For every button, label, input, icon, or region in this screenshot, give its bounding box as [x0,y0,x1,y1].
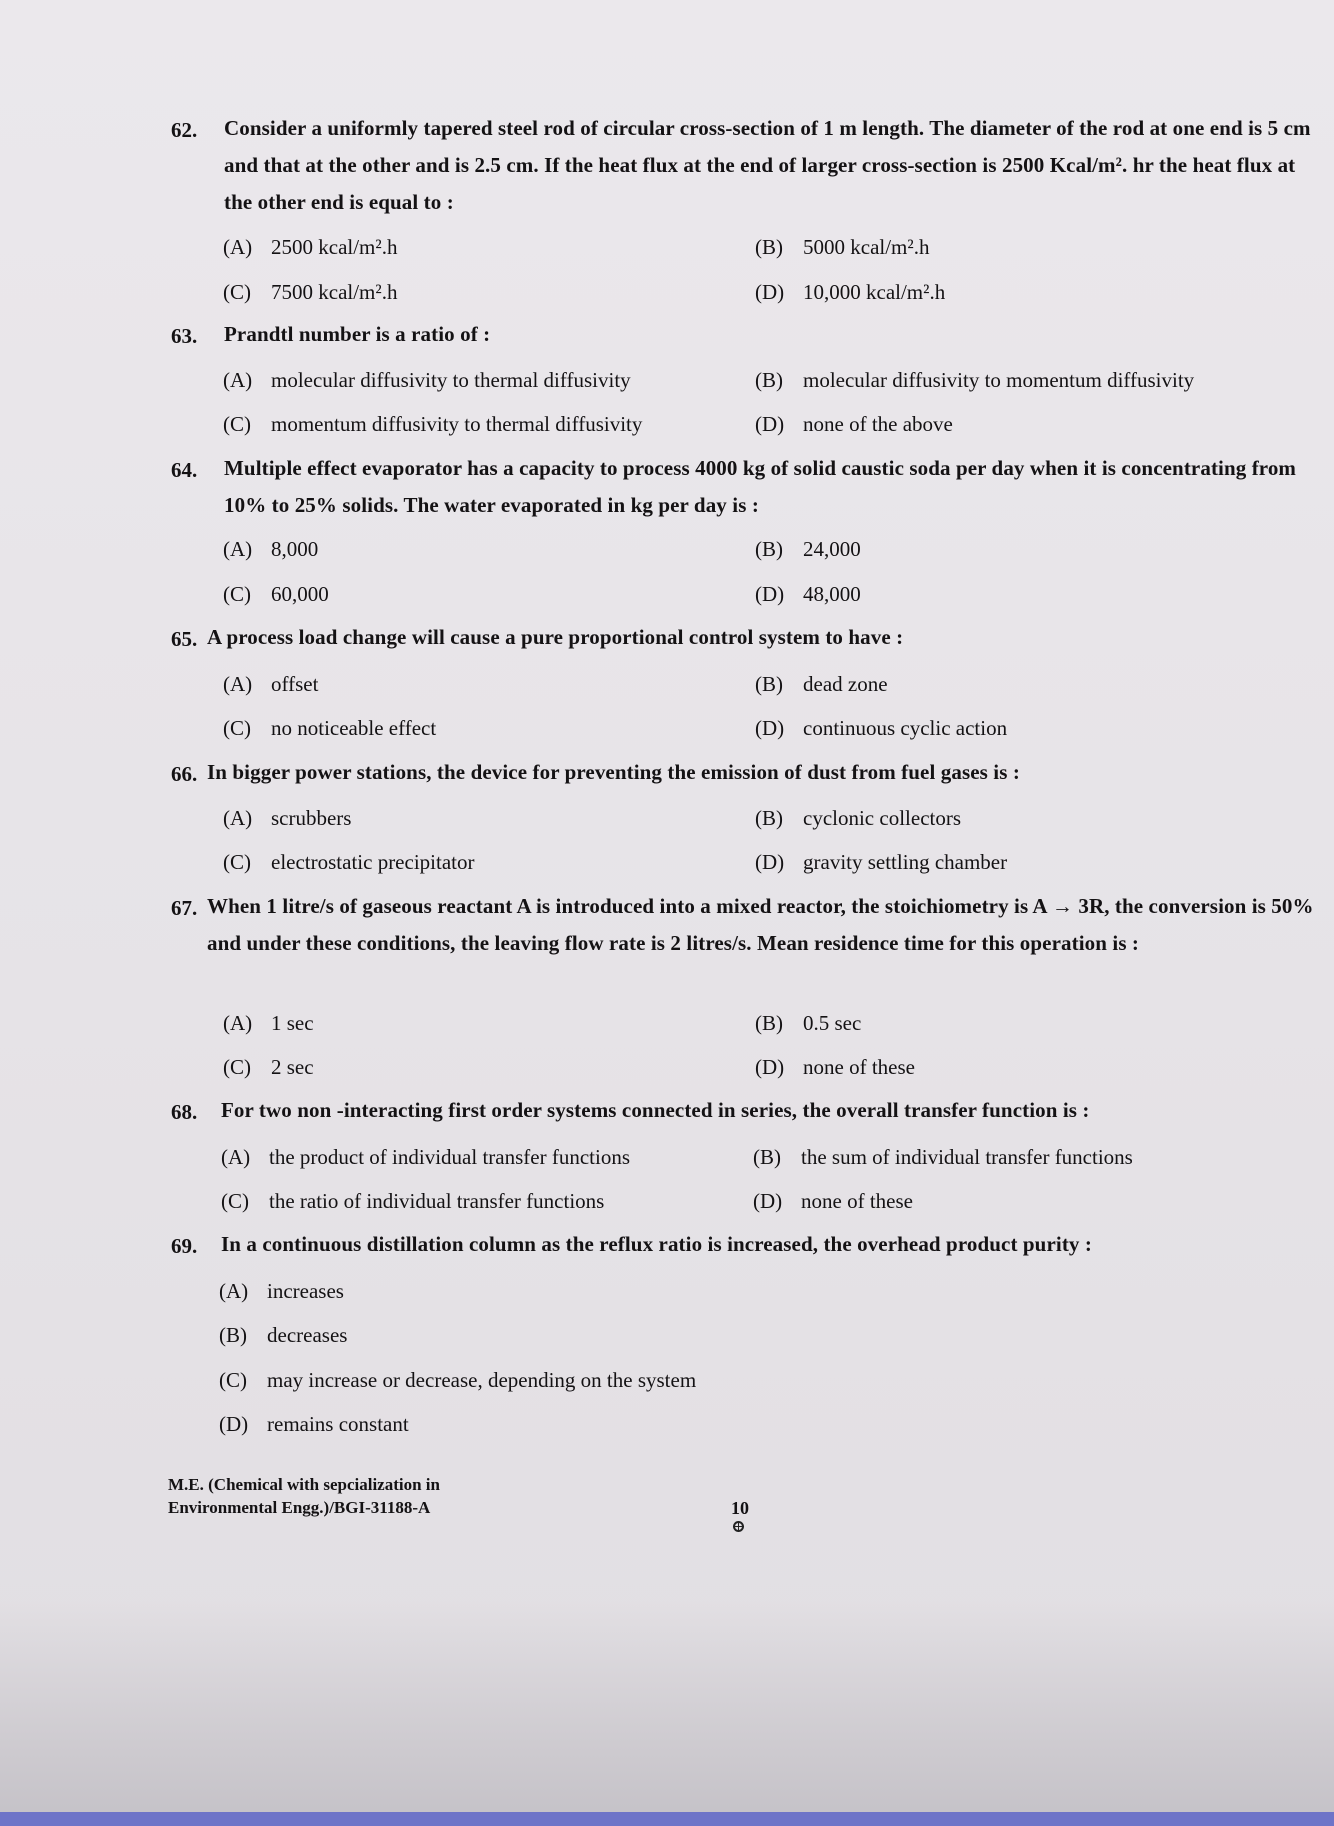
question-text: Prandtl number is a ratio of : [224,322,491,346]
option-b: (B) 0.5 sec [755,1011,862,1035]
option-d: (D) none of these [753,1189,913,1213]
option-c: (C) 7500 kcal/m².h [223,280,398,304]
option-d: (D) 10,000 kcal/m².h [755,280,946,304]
option-a: (A) 8,000 [223,537,319,561]
question-text: In a continuous distillation column as the reflux ratio is increased, the overhead product purity : [221,1232,1092,1256]
option-a: (A) the product of individual transfer functions [221,1145,630,1169]
option-b: (B) decreases [219,1323,348,1347]
option-a: (A) 1 sec [223,1011,314,1035]
option-b: (B) cyclonic collectors [755,806,962,830]
option-b: (B) 5000 kcal/m².h [755,235,930,259]
page-number: 10 [731,1498,749,1518]
footer-course-code [168,1473,440,1519]
scan-shadow [0,1600,1334,1826]
option-c: (C) no noticeable effect [223,716,437,740]
question-text: A process load change will cause a pure proportional control system to have : [207,625,904,649]
registration-mark-icon [733,1521,744,1532]
option-d: (D) continuous cyclic action [755,716,1008,740]
option-a: (A) offset [223,672,319,696]
option-c: (C) the ratio of individual transfer functions [221,1189,605,1213]
option-b: (B) the sum of individual transfer functions [753,1145,1133,1169]
question-number: 63. [171,324,198,348]
scan-edge-bar [0,1812,1334,1826]
question-number: 69. [171,1234,198,1258]
option-d: (D) none of the above [755,412,953,436]
footer-line-1: M.E. (Chemical with sepcialization in [168,1475,440,1494]
option-a: (A) increases [219,1279,344,1303]
option-d: (D) remains constant [219,1412,409,1436]
question-text: Multiple effect evaporator has a capacity to process 4000 kg of solid caustic soda per day when it is concentrating from 10% to 25% solids. The water evaporated in kg per day is : [224,456,1297,517]
option-d: (D) none of these [755,1055,915,1079]
question-number: 64. [171,458,198,482]
option-c: (C) electrostatic precipitator [223,850,475,874]
question-number: 65. [171,627,198,651]
question-text: When 1 litre/s of gaseous reactant A is introduced into a mixed reactor, the stoichiometry is A → 3R, the conversion is 50% and under these conditions, the leaving flow rate is 2 litres/s. Mean residence time for this operation is : [207,894,1314,955]
option-d: (D) gravity settling chamber [755,850,1008,874]
question-text: For two non -interacting first order systems connected in series, the overall transfer function is : [221,1098,1090,1122]
question-number: 66. [171,762,198,786]
question-number: 62. [171,118,198,142]
option-c: (C) momentum diffusivity to thermal diffusivity [223,412,643,436]
option-a: (A) 2500 kcal/m².h [223,235,398,259]
option-d: (D) 48,000 [755,582,861,606]
footer-line-2: Environmental Engg.)/BGI-31188-A [168,1498,431,1517]
option-a: (A) scrubbers [223,806,352,830]
option-c: (C) may increase or decrease, depending on the system [219,1368,697,1392]
question-number: 68. [171,1100,198,1124]
option-b: (B) 24,000 [755,537,861,561]
option-a: (A) molecular diffusivity to thermal diffusivity [223,368,631,392]
option-b: (B) molecular diffusivity to momentum diffusivity [755,368,1195,392]
option-b: (B) dead zone [755,672,888,696]
question-number: 67. [171,896,198,920]
question-text: Consider a uniformly tapered steel rod of circular cross-section of 1 m length. The diameter of the rod at one end is 5 cm and that at the other and is 2.5 cm. If the heat flux at the end of larger cross-section is 2500 Kcal/m². hr the heat flux at the other end is equal to : [224,116,1311,214]
option-c: (C) 2 sec [223,1055,314,1079]
option-c: (C) 60,000 [223,582,329,606]
question-text: In bigger power stations, the device for preventing the emission of dust from fuel gases is : [207,760,1020,784]
